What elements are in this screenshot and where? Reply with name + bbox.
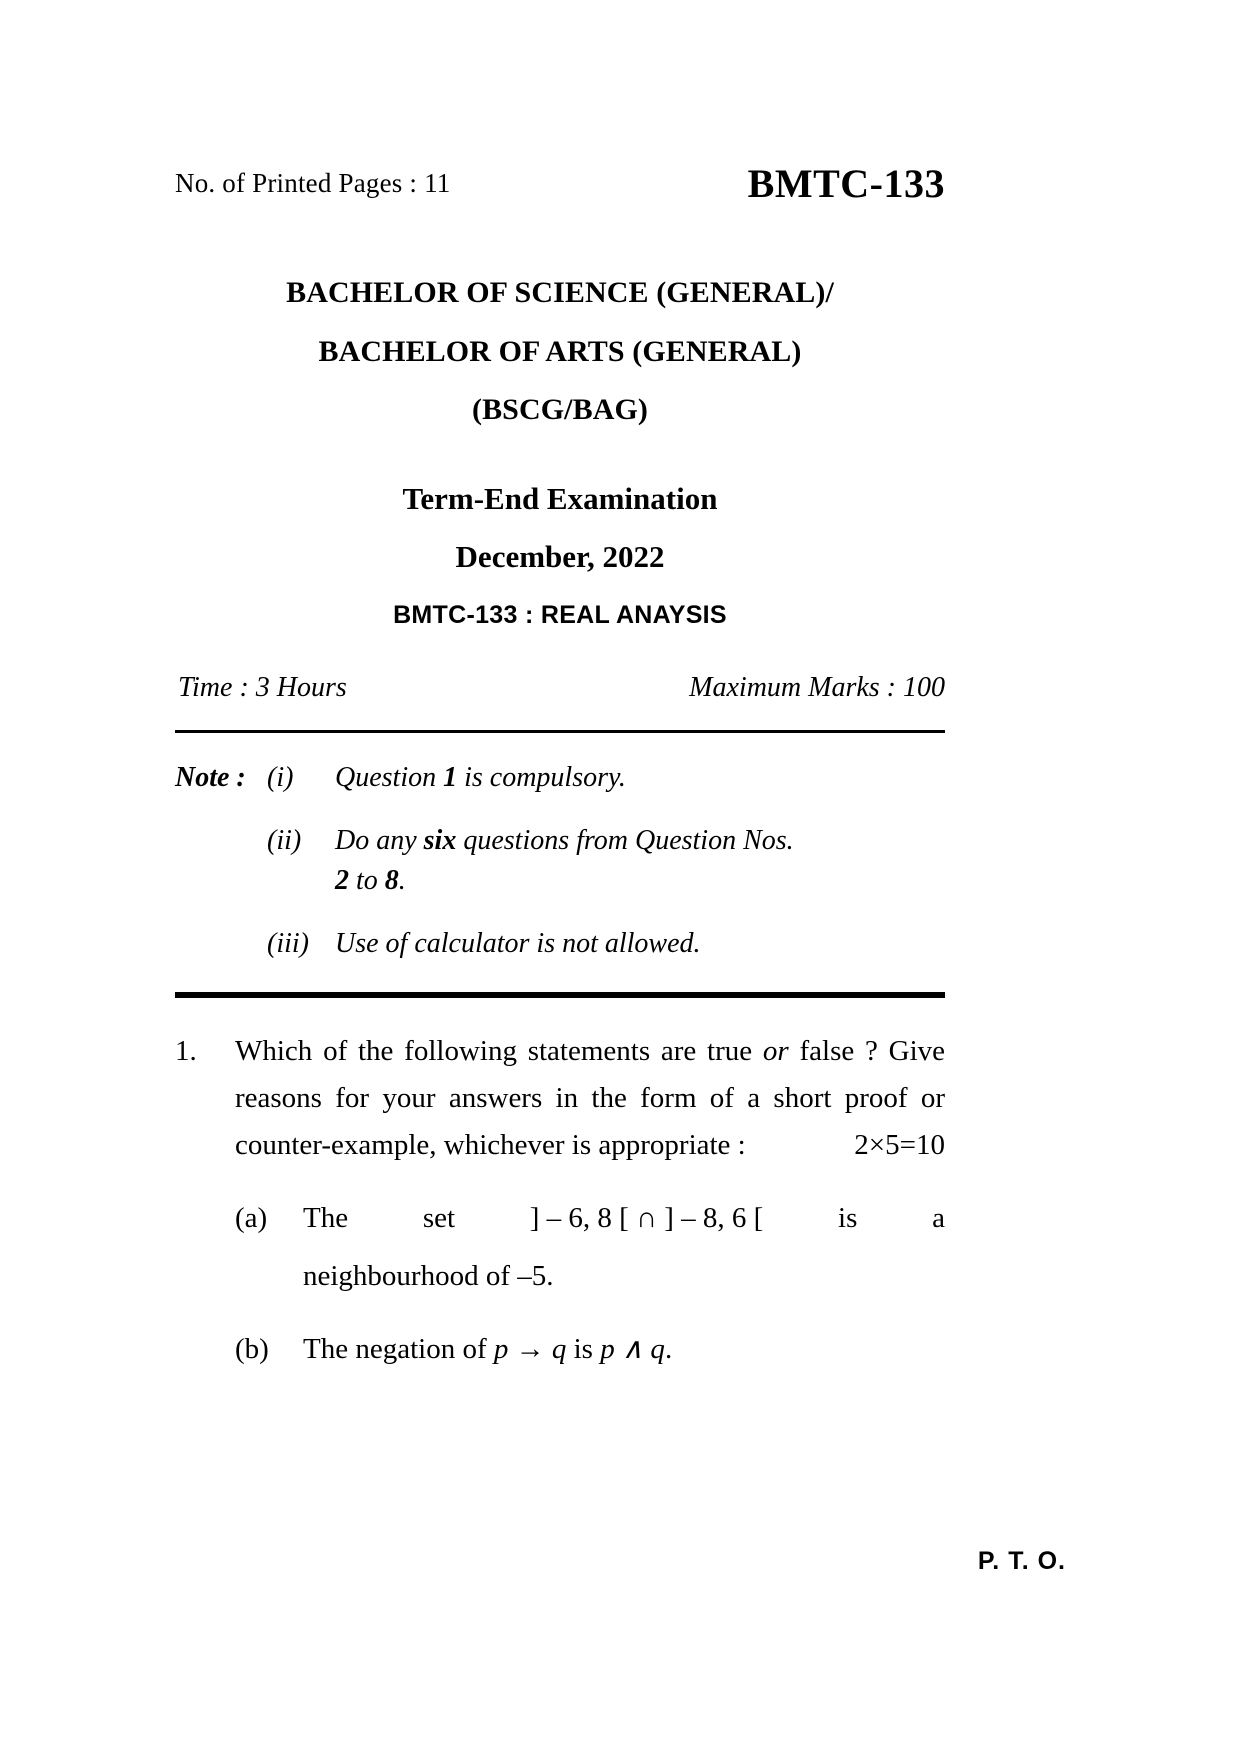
part-b-conjunction-expression: p ∧ q	[600, 1332, 665, 1365]
exam-title-block	[175, 470, 945, 588]
question-1-stem-italic: or	[762, 1034, 789, 1067]
instructions-note-block	[175, 758, 945, 964]
note-text-segment: Do any	[335, 824, 424, 856]
programme-title-line-2: BACHELOR OF ARTS (GENERAL)	[318, 334, 802, 368]
part-a-text	[303, 1195, 945, 1300]
note-item-number: (iii)	[267, 928, 309, 960]
part-b-label: (b)	[235, 1332, 269, 1365]
part-b-seg-1: The negation of	[303, 1332, 494, 1365]
note-item-text	[335, 758, 945, 799]
note-label: Note :	[175, 762, 246, 794]
note-text-range-end: 8	[384, 865, 399, 897]
programme-title-line-1: BACHELOR OF SCIENCE (GENERAL)/	[286, 276, 834, 309]
page-turn-over-label: P. T. O.	[977, 1547, 1066, 1575]
note-text-segment-2: questions from Question Nos.	[456, 824, 794, 856]
horizontal-rule-top	[175, 730, 945, 733]
question-1-stem-part-1: Which of the following statements are true	[235, 1034, 763, 1067]
programme-title	[175, 264, 945, 440]
part-a-seg-5: a	[932, 1202, 945, 1235]
part-a-set-expression: ] – 6, 8 [ ∩ ] – 8, 6 [	[529, 1202, 764, 1235]
page-content	[175, 0, 945, 1373]
programme-title-line-3: (BSCG/BAG)	[471, 393, 649, 426]
note-text-range-start: 2	[335, 865, 349, 897]
question-1-number: 1.	[175, 1034, 197, 1067]
question-1-body	[235, 1028, 945, 1170]
time-and-marks-row	[175, 672, 945, 712]
note-text-range-period: .	[398, 865, 406, 897]
part-a-label: (a)	[235, 1202, 268, 1235]
note-item-text	[335, 821, 945, 902]
exam-subject-line: BMTC-133 : REAL ANAYSIS	[393, 601, 727, 630]
question-1-marks: 2×5=10	[854, 1129, 945, 1162]
note-item	[175, 821, 945, 902]
question-1-part-b	[175, 1326, 945, 1373]
part-a-line-1	[303, 1195, 945, 1242]
note-text-segment-2: is compulsory.	[457, 762, 626, 794]
part-a-line-2: neighbourhood of –5.	[303, 1259, 554, 1292]
note-text-emphasis: six	[423, 824, 457, 856]
note-text-range-mid: to	[349, 865, 385, 897]
maximum-marks: Maximum Marks : 100	[689, 672, 945, 704]
page-header	[175, 160, 945, 212]
part-b-seg-2: is	[566, 1332, 601, 1365]
question-1-part-a	[175, 1195, 945, 1300]
question-1-stem	[235, 1028, 945, 1170]
horizontal-rule-double	[175, 992, 945, 998]
exam-duration: Time : 3 Hours	[178, 672, 347, 704]
part-a-seg-4: is	[838, 1202, 858, 1235]
part-a-seg-1: The	[303, 1202, 349, 1235]
part-b-text	[303, 1326, 945, 1373]
note-text-emphasis: 1	[443, 762, 458, 794]
part-b-seg-3: .	[664, 1332, 673, 1365]
note-item	[175, 758, 945, 799]
part-b-implication-expression: p → q	[493, 1332, 567, 1365]
question-1-row	[175, 1028, 945, 1170]
part-a-seg-2: set	[422, 1202, 456, 1235]
course-code-heading: BMTC-133	[747, 161, 945, 206]
question-1	[175, 1028, 945, 1374]
note-item-number: (i)	[267, 762, 294, 794]
note-item-number: (ii)	[267, 824, 302, 856]
note-text-segment: Question	[335, 762, 444, 794]
exam-title: Term-End Examination	[402, 480, 718, 516]
printed-pages-label: No. of Printed Pages : 11	[175, 168, 451, 198]
exam-session: December, 2022	[455, 539, 665, 575]
question-1-stem-part-2: false ? Give reasons for your answers in the form of a short proof or counter-example, whichever is appropriate :	[235, 1034, 945, 1162]
note-item-text: Use of calculator is not allowed.	[335, 928, 701, 960]
note-item	[175, 924, 945, 965]
